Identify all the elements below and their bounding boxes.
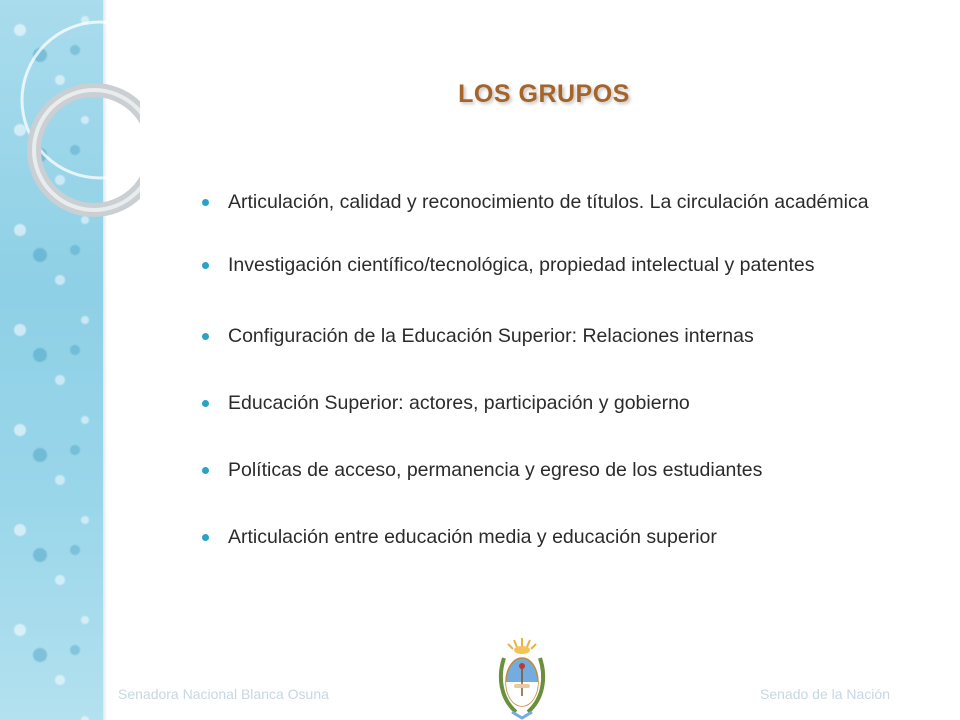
bullet-item xyxy=(200,525,930,550)
decorative-rings xyxy=(0,0,140,240)
footer-senate-name: Senado de la Nación xyxy=(760,686,890,702)
bullet-dot-icon xyxy=(202,262,209,269)
slide-title: LOS GRUPOS xyxy=(458,80,630,108)
bullet-item xyxy=(200,190,930,215)
bullet-text: Investigación científico/tecnológica, propiedad intelectual y patentes xyxy=(228,254,815,276)
bullet-text: Políticas de acceso, permanencia y egreso de los estudiantes xyxy=(228,459,763,481)
bullet-dot-icon xyxy=(202,400,209,407)
bullet-text: Articulación, calidad y reconocimiento de títulos. La circulación académica xyxy=(228,191,869,213)
bullet-dot-icon xyxy=(202,534,209,541)
bullet-dot-icon xyxy=(202,199,209,206)
bullet-item xyxy=(200,458,930,483)
footer-senator-name: Senadora Nacional Blanca Osuna xyxy=(118,686,329,702)
bullet-text: Articulación entre educación media y educación superior xyxy=(228,526,717,548)
bullet-list xyxy=(200,190,930,550)
bullet-item xyxy=(200,391,930,416)
bullet-item xyxy=(200,324,930,349)
bullet-item xyxy=(200,253,930,278)
bullet-text: Educación Superior: actores, participación y gobierno xyxy=(228,392,690,414)
bullet-dot-icon xyxy=(202,333,209,340)
argentina-coat-of-arms-icon xyxy=(496,636,548,720)
bullet-text: Configuración de la Educación Superior: Relaciones internas xyxy=(228,325,754,347)
bullet-dot-icon xyxy=(202,467,209,474)
